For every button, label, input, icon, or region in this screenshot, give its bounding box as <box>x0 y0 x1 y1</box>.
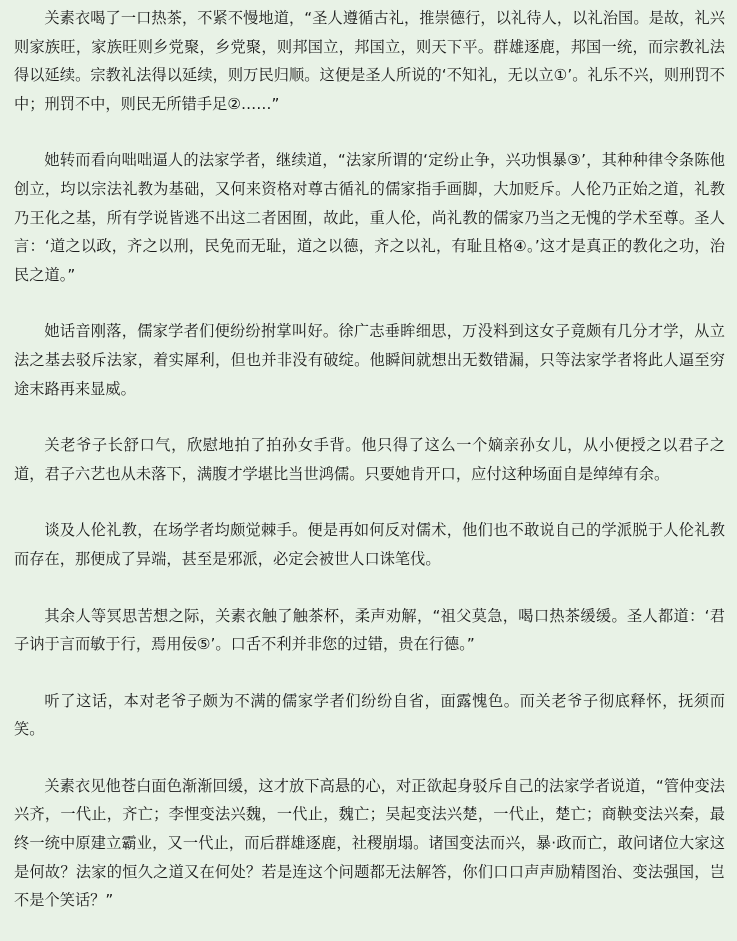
paragraph-5: 谈及人伦礼教，在场学者均颇觉棘手。便是再如何反对儒术，他们也不敢说自己的学派脱于人伦礼教而存在，那便成了异端，甚至是邪派，必定会被世人口诛笔伐。 <box>14 521 725 568</box>
paragraph-3: 她话音刚落，儒家学者们便纷纷拊掌叫好。徐广志垂眸细思，万没料到这女子竟颇有几分才学，从立法之基去驳斥法家，着实犀利，但也并非没有破绽。他瞬间就想出无数错漏，只等法家学者将此人逼至穷途末路再来显威。 <box>14 322 725 398</box>
paragraph-8: 关素衣见他苍白面色渐渐回缓，这才放下高悬的心，对正欲起身驳斥自己的法家学者说道，“管仲变法兴齐，一代止，齐亡；李悝变法兴魏，一代止，魏亡；吴起变法兴楚，一代止，楚亡；商鞅变法兴秦，最终一统中原建立霸业，又一代止，而后群雄逐鹿，社稷崩塌。诸国变法而兴，暴·政而亡，敢问诸位大家这是何故？法家的恒久之道又在何处？若是连这个问题都无法解答，你们口口声声励精图治、变法强国，岂不是个笑话？” <box>14 776 725 910</box>
paragraph-1: 关素衣喝了一口热茶，不紧不慢地道，“圣人遵循古礼，推崇德行，以礼待人，以礼治国。是故，礼兴则家族旺，家族旺则乡党聚，乡党聚，则邦国立，邦国立，则天下平。群雄逐鹿，邦国一统，而宗教礼法得以延续。宗教礼法得以延续，则万民归顺。这便是圣人所说的‘不知礼，无以立①’。礼乐不兴，则刑罚不中；刑罚不中，则民无所错手足②……” <box>14 9 725 113</box>
paragraph-7: 听了这话，本对老爷子颇为不满的儒家学者们纷纷自省，面露愧色。而关老爷子彻底释怀，抚须而笑。 <box>14 691 725 739</box>
paragraph-2: 她转而看向咄咄逼人的法家学者，继续道，“法家所谓的‘定纷止争，兴功惧暴③’，其种种律令条陈他创立，均以宗法礼教为基础，又何来资格对尊古循礼的儒家指手画脚，大加贬斥。人伦乃正始之道，礼教乃王化之基，所有学说皆逃不出这二者困囿，故此，重人伦，尚礼教的儒家乃当之无愧的学术至尊。圣人言：‘道之以政，齐之以刑，民免而无耻，道之以德，齐之以礼，有耻且格④。’这才是真正的教化之功，治民之道。” <box>14 151 725 284</box>
paragraph-6: 其余人等冥思苦想之际，关素衣触了触茶杯，柔声劝解，“祖父莫急，喝口热茶缓缓。圣人都道：‘君子讷于言而敏于行，焉用佞⑤’。口舌不利并非您的过错，贵在行德。” <box>14 606 725 654</box>
paragraph-4: 关老爷子长舒口气，欣慰地拍了拍孙女手背。他只得了这么一个嫡亲孙女儿，从小便授之以君子之道，君子六艺也从未落下，满腹才学堪比当世鸿儒。只要她肯开口，应付这种场面自是绰绰有余。 <box>14 436 725 483</box>
